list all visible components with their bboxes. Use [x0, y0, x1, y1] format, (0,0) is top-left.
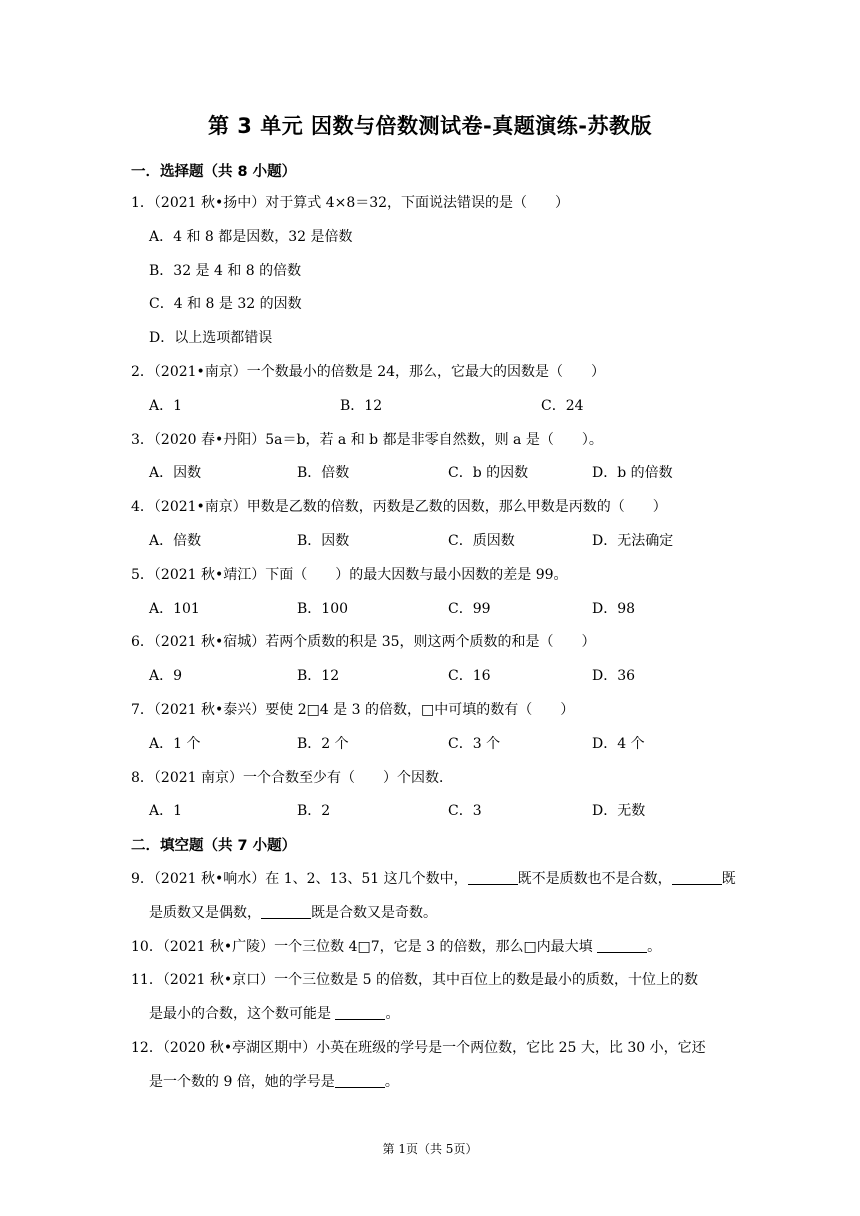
question-text: 是最小的合数，这个数可能是: [149, 1006, 331, 1022]
question-text: 。: [647, 939, 662, 955]
option: B．12: [297, 668, 340, 684]
option: C．3: [448, 803, 482, 819]
answer-blank[interactable]: [672, 870, 722, 885]
option: C．24: [541, 398, 584, 414]
question-text: 既是合数又是奇数。: [311, 905, 437, 921]
option: C．99: [448, 601, 491, 617]
question-stem: 7．（2021 秋•泰兴）要使 2□4 是 3 的倍数，□中可填的数有（ ）: [131, 702, 575, 718]
question-stem: [131, 868, 736, 888]
answer-blank[interactable]: [335, 1005, 385, 1020]
answer-blank[interactable]: [261, 904, 311, 919]
option: C．b 的因数: [448, 465, 529, 481]
option: A．1: [149, 398, 183, 414]
question-stem: [131, 936, 661, 956]
question-stem: 1．（2021 秋•扬中）对于算式 4×8＝32，下面说法错误的是（ ）: [131, 195, 570, 211]
question-text: 是质数又是偶数，: [149, 905, 261, 921]
question-continuation: [149, 1071, 399, 1091]
option: C．4 和 8 是 32 的因数: [149, 296, 302, 312]
option: A．9: [149, 668, 183, 684]
option: B．32 是 4 和 8 的倍数: [149, 263, 302, 279]
option: B．倍数: [297, 465, 350, 481]
question-stem: 11．（2021 秋•京口）一个三位数是 5 的倍数，其中百位上的数是最小的质数，十位上的数: [131, 972, 698, 988]
option: B．2: [297, 803, 331, 819]
question-stem: 2．（2021•南京）一个数最小的倍数是 24，那么，它最大的因数是（ ）: [131, 364, 606, 380]
option: B．12: [340, 398, 383, 414]
option: A．1: [149, 803, 183, 819]
answer-blank[interactable]: [597, 938, 647, 953]
option: D．无法确定: [592, 533, 674, 549]
option: D．以上选项都错误: [149, 330, 273, 346]
option: A．1 个: [149, 736, 201, 752]
option: D．4 个: [592, 736, 645, 752]
question-stem: 8．（2021 南京）一个合数至少有（ ）个因数．: [131, 770, 453, 786]
option: B．100: [297, 601, 349, 617]
question-text: 。: [385, 1006, 400, 1022]
question-continuation: [149, 1003, 399, 1023]
question-text: 既: [721, 871, 736, 887]
page-footer: 第 1页（共 5页）: [382, 1142, 478, 1156]
option: C．质因数: [448, 533, 515, 549]
option: D．36: [592, 668, 636, 684]
answer-blank[interactable]: [468, 870, 518, 885]
question-stem: 4．（2021•南京）甲数是乙数的倍数，丙数是乙数的因数，那么甲数是丙数的（ ）: [131, 499, 667, 515]
page-title: 第 3 单元 因数与倍数测试卷-真题演练-苏教版: [208, 114, 652, 138]
question-continuation: [149, 902, 437, 922]
question-stem: 5．（2021 秋•靖江）下面（ ）的最大因数与最小因数的差是 99。: [131, 567, 568, 583]
question-text: 既不是质数也不是合数，: [517, 871, 672, 887]
option: D．无数: [592, 803, 646, 819]
question-stem: 6．（2021 秋•宿城）若两个质数的积是 35，则这两个质数的和是（ ）: [131, 634, 596, 650]
question-text: 9．（2021 秋•响水）在 1、2、13、51 这几个数中，: [131, 871, 468, 887]
option: C．16: [448, 668, 491, 684]
answer-blank[interactable]: [335, 1073, 385, 1088]
question-text: 。: [384, 1074, 399, 1090]
option: A．101: [149, 601, 200, 617]
question-stem: 12．（2020 秋•亭湖区期中）小英在班级的学号是一个两位数，它比 25 大，比 30 小，它还: [131, 1040, 706, 1056]
section-choice-heading: 一．选择题（共 8 小题）: [131, 164, 297, 180]
option: C．3 个: [448, 736, 501, 752]
option: A．因数: [149, 465, 202, 481]
option: B．因数: [297, 533, 350, 549]
section-fill-heading: 二．填空题（共 7 小题）: [131, 838, 297, 854]
question-text: 10．（2021 秋•广陵）一个三位数 4□7，它是 3 的倍数，那么□内最大填: [131, 939, 593, 955]
option: D．98: [592, 601, 636, 617]
option: A．4 和 8 都是因数，32 是倍数: [149, 229, 353, 245]
option: A．倍数: [149, 533, 202, 549]
question-text: 是一个数的 9 倍，她的学号是: [149, 1074, 335, 1090]
option: B．2 个: [297, 736, 349, 752]
question-stem: 3．（2020 春•丹阳）5a＝b，若 a 和 b 都是非零自然数，则 a 是（ ）。: [131, 432, 603, 448]
option: D．b 的倍数: [592, 465, 673, 481]
